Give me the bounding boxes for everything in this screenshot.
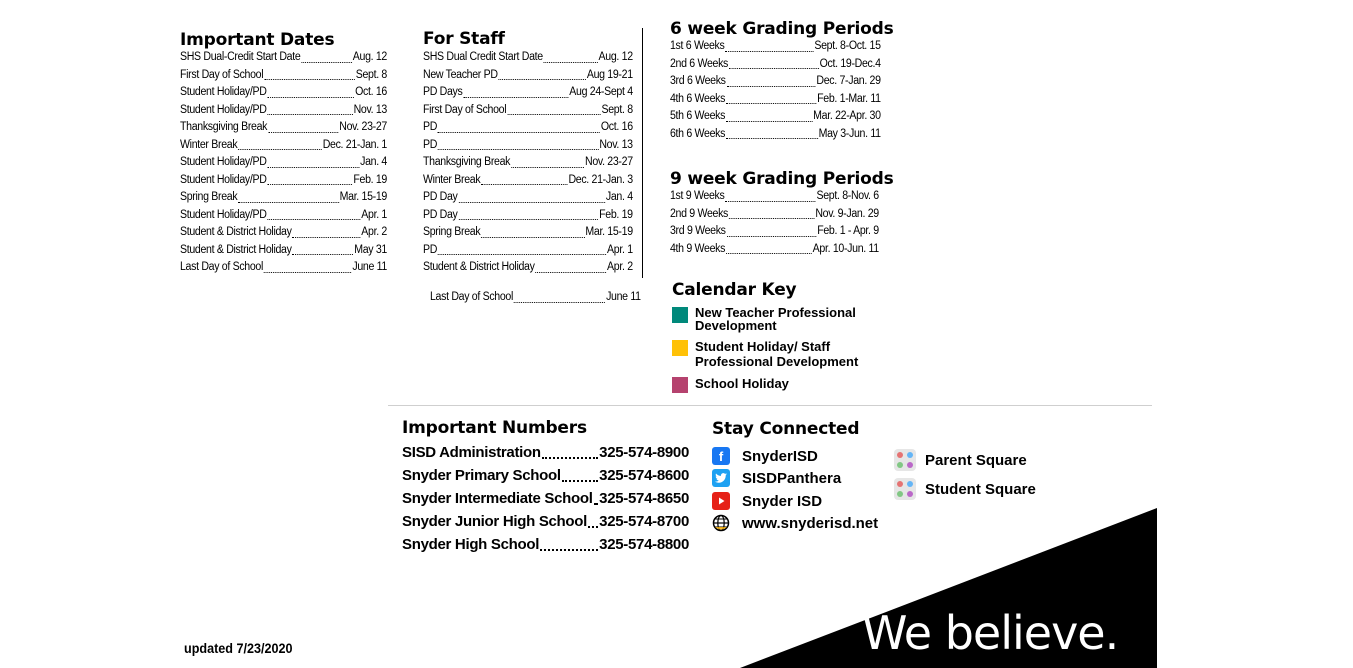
key-label: Student Holiday/ Staff Professional Development xyxy=(695,339,859,369)
list-item: Snyder Intermediate School 325-574-8650 xyxy=(402,490,689,507)
parent-square-link[interactable]: Parent Square xyxy=(894,449,1027,471)
list-item: 5th 6 Weeks Mar. 22-Apr. 30 xyxy=(670,110,881,122)
for-staff-title: For Staff xyxy=(423,29,505,49)
website-link[interactable]: www.snyderisd.net xyxy=(712,514,878,532)
list-item: New Teacher PD Aug 19-21 xyxy=(423,68,633,81)
student-square-link[interactable]: Student Square xyxy=(894,478,1036,500)
list-item: First Day of School Sept. 8 xyxy=(180,68,387,81)
list-item: 1st 6 Weeks Sept. 8-Oct. 15 xyxy=(670,40,881,52)
list-item: 3rd 9 Weeks Feb. 1 - Apr. 9 xyxy=(670,225,879,237)
list-item: Last Day of School June 11 xyxy=(180,261,387,273)
important-dates-title: Important Dates xyxy=(180,30,335,50)
list-item: PD Day Feb. 19 xyxy=(423,208,633,221)
list-item: 3rd 6 Weeks Dec. 7-Jan. 29 xyxy=(670,75,881,87)
stay-connected-title: Stay Connected xyxy=(712,419,860,439)
list-item: Snyder Junior High School 325-574-8700 xyxy=(402,513,689,530)
list-item: Student Holiday/PD Oct. 16 xyxy=(180,86,387,98)
twitter-link[interactable]: SISDPanthera xyxy=(712,469,841,487)
slogan: We believe. xyxy=(862,606,1119,660)
list-item: First Day of School Sept. 8 xyxy=(423,103,633,116)
list-item: Spring Break Mar. 15-19 xyxy=(423,226,633,238)
key-label: School Holiday xyxy=(695,376,789,391)
facebook-link[interactable]: f SnyderISD xyxy=(712,447,818,465)
list-item: Student & District Holiday Apr. 2 xyxy=(423,261,633,273)
nine-week-title: 9 week Grading Periods xyxy=(670,169,894,189)
list-item: SISD Administration 325-574-8900 xyxy=(402,444,689,461)
list-item: Snyder High School 325-574-8800 xyxy=(402,536,689,553)
list-item: 4th 9 Weeks Apr. 10-Jun. 11 xyxy=(670,242,879,255)
list-item: Thanksgiving Break Nov. 23-27 xyxy=(180,121,387,133)
calendar-key-title: Calendar Key xyxy=(672,280,797,300)
list-item: PD Oct. 16 xyxy=(423,121,633,133)
list-item: Student Holiday/PD Feb. 19 xyxy=(180,173,387,186)
list-item: PD Days Aug 24-Sept 4 xyxy=(423,86,633,98)
list-item: Winter Break Dec. 21-Jan. 3 xyxy=(423,173,633,186)
list-item: Snyder Primary School 325-574-8600 xyxy=(402,467,689,484)
list-item: PD Apr. 1 xyxy=(423,243,633,256)
list-item: Student Holiday/PD Jan. 4 xyxy=(180,156,387,168)
important-numbers-title: Important Numbers xyxy=(402,418,587,438)
list-item: SHS Dual-Credit Start Date Aug. 12 xyxy=(180,51,387,63)
list-item: Student & District Holiday Apr. 2 xyxy=(180,226,387,238)
list-item: PD Nov. 13 xyxy=(423,138,633,151)
list-item: PD Day Jan. 4 xyxy=(423,191,633,203)
six-week-title: 6 week Grading Periods xyxy=(670,19,894,39)
list-item: SHS Dual Credit Start Date Aug. 12 xyxy=(423,51,633,63)
list-item: 6th 6 Weeks May 3-Jun. 11 xyxy=(670,127,881,140)
list-item: 2nd 9 Weeks Nov. 9-Jan. 29 xyxy=(670,207,879,220)
list-item: Last Day of School June 11 xyxy=(430,291,641,303)
updated-date: updated 7/23/2020 xyxy=(184,640,293,656)
list-item: 4th 6 Weeks Feb. 1-Mar. 11 xyxy=(670,92,881,105)
list-item: Spring Break Mar. 15-19 xyxy=(180,191,387,203)
list-item: 1st 9 Weeks Sept. 8-Nov. 6 xyxy=(670,190,879,202)
list-item: Student & District Holiday May 31 xyxy=(180,243,387,256)
youtube-link[interactable]: Snyder ISD xyxy=(712,492,822,510)
list-item: Student Holiday/PD Nov. 13 xyxy=(180,103,387,116)
key-label: New Teacher Professional Development xyxy=(695,305,856,333)
list-item: Thanksgiving Break Nov. 23-27 xyxy=(423,156,633,168)
facebook-icon: f xyxy=(712,447,730,465)
list-item: Winter Break Dec. 21-Jan. 1 xyxy=(180,138,387,151)
list-item: Student Holiday/PD Apr. 1 xyxy=(180,208,387,221)
list-item: 2nd 6 Weeks Oct. 19-Dec.4 xyxy=(670,57,881,70)
